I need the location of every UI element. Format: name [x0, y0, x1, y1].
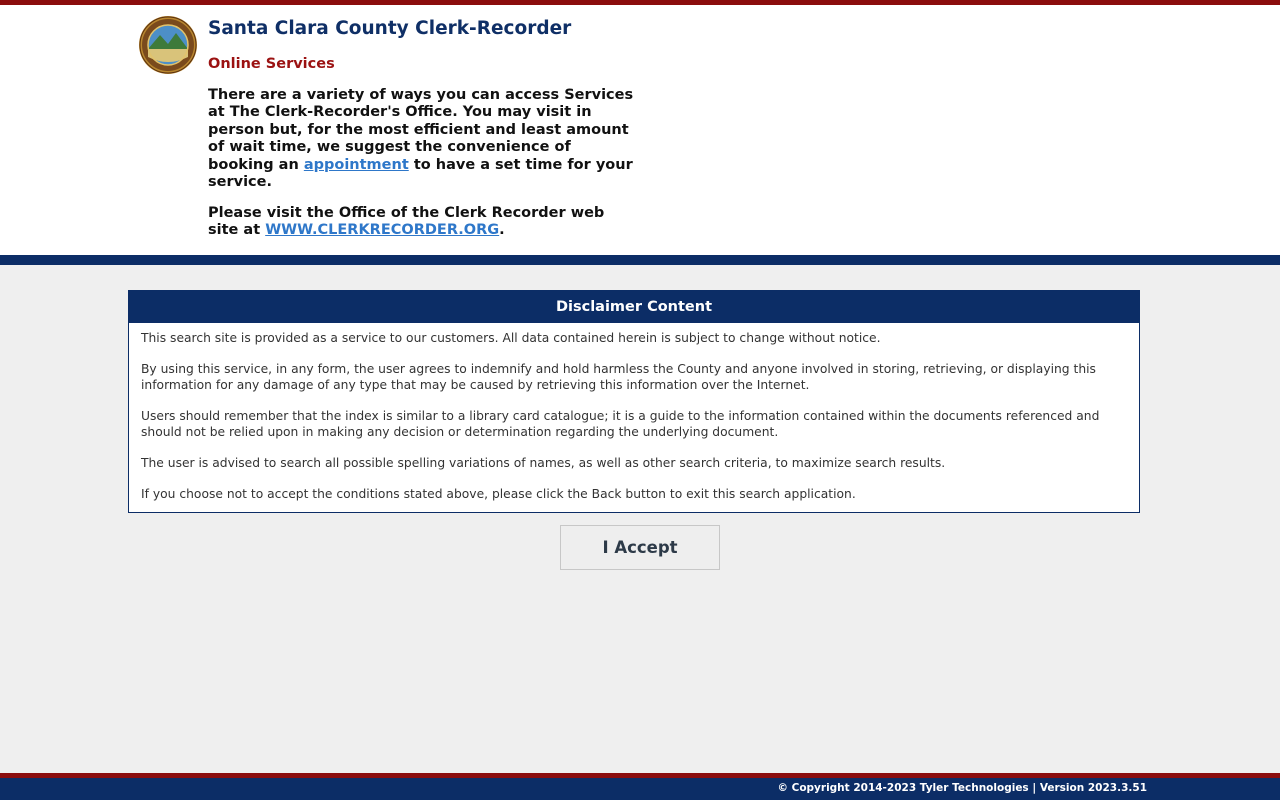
- disclaimer-paragraph: Users should remember that the index is similar to a library card catalogue; it is a guide to the information contained within the documents referenced and should not be relied upon in making any decision or determination regarding the underlying document.: [141, 409, 1100, 439]
- page-subtitle: Online Services: [208, 56, 335, 72]
- visit-text: [208, 205, 638, 240]
- disclaimer-paragraph: This search site is provided as a service to our customers. All data contained herein is subject to change without notice.: [141, 331, 881, 345]
- header-divider: [0, 255, 1280, 265]
- intro-text-start: There are a variety of ways you can access Services at The Clerk-Recorder's Office. You may visit in person but, for the most efficient and least amount of wait time, we suggest the convenience of booking an: [208, 87, 634, 173]
- disclaimer-paragraph: By using this service, in any form, the user agrees to indemnify and hold harmless the County and anyone involved in storing, retrieving, or displaying this information for any damage of any type that may be caused by retrieving this information over the Internet.: [141, 362, 1096, 392]
- disclaimer-panel: [128, 290, 1140, 513]
- disclaimer-paragraph: If you choose not to accept the conditions stated above, please click the Back button to exit this search application.: [141, 487, 856, 502]
- copyright-text: © Copyright 2014-2023 Tyler Technologies | Version 2023.3.51: [777, 782, 1147, 794]
- disclaimer-heading: Disclaimer Content: [129, 291, 1139, 323]
- visit-text-start: Please visit the Office of the Clerk Recorder web site at: [208, 205, 605, 239]
- page-title: Santa Clara County Clerk-Recorder: [208, 18, 572, 39]
- visit-text-end: .: [499, 222, 505, 239]
- appointment-link[interactable]: appointment: [303, 156, 409, 173]
- county-seal-icon: [138, 15, 198, 75]
- clerk-recorder-website-link[interactable]: WWW.CLERKRECORDER.ORG: [265, 222, 500, 239]
- accept-button[interactable]: I Accept: [560, 525, 720, 570]
- intro-text: [208, 87, 638, 191]
- intro-text-end: to have a set time for your service.: [208, 156, 633, 191]
- disclaimer-paragraph: The user is advised to search all possible spelling variations of names, as well as other search criteria, to maximize search results.: [141, 456, 946, 471]
- site-header: [0, 5, 1280, 255]
- footer: [0, 778, 1280, 800]
- disclaimer-body: [129, 323, 1139, 503]
